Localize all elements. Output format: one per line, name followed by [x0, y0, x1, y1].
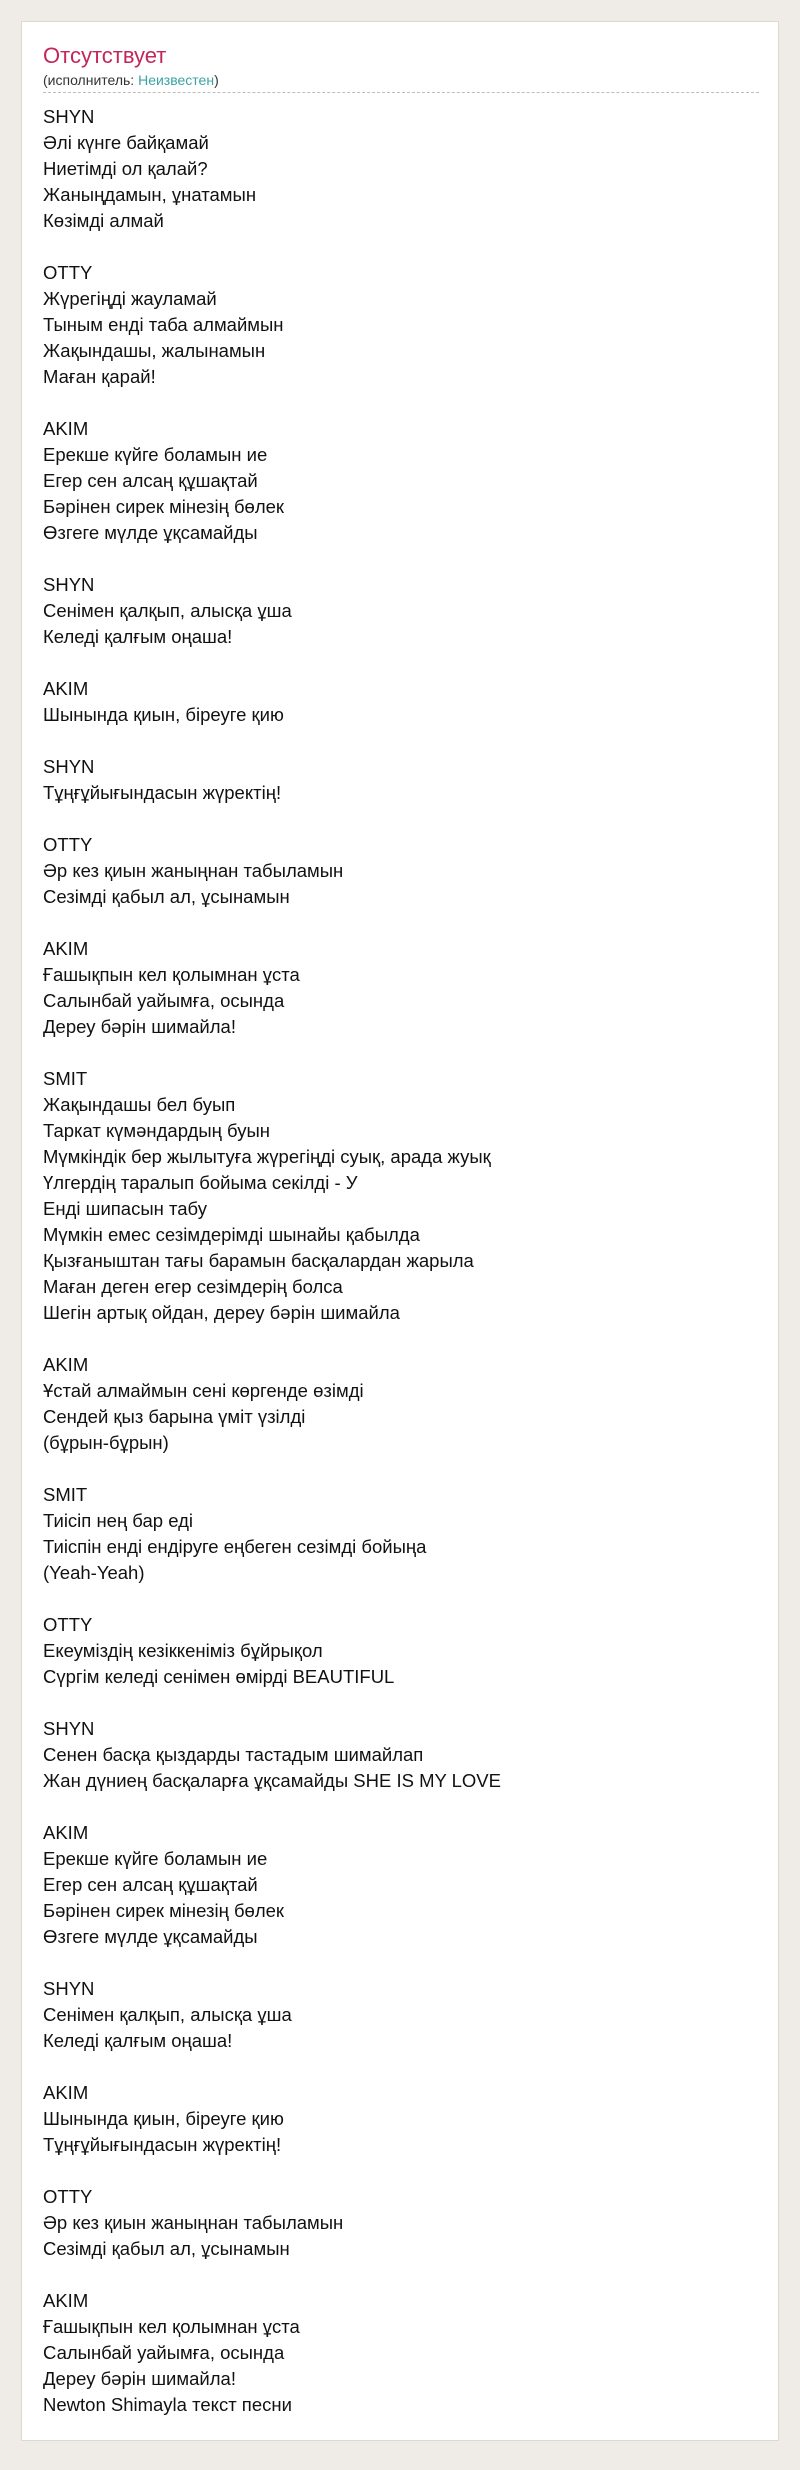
lyric-line: AKIM	[43, 938, 89, 959]
lyric-line: Салынбай уайымға, осында	[43, 990, 285, 1011]
lyric-line: Тиіспін енді ендіруге еңбеген сезімді бойыңа	[43, 1536, 427, 1557]
lyric-line: SMIT	[43, 1484, 88, 1505]
lyric-line: OTTY	[43, 2186, 93, 2207]
lyric-line: OTTY	[43, 834, 93, 855]
lyric-line: Сенімен қалқып, алысқа ұша	[43, 2004, 292, 2025]
lyric-line: Ғашықпын кел қолымнан ұста	[43, 2316, 300, 2337]
lyric-blank-line	[43, 728, 759, 754]
lyric-line: SHYN	[43, 106, 95, 127]
lyric-blank-line	[43, 2262, 759, 2288]
lyric-line: Егер сен алсаң құшақтай	[43, 470, 258, 491]
lyric-blank-line	[43, 1794, 759, 1820]
lyric-blank-line	[43, 1586, 759, 1612]
lyric-line: Шынында қиын, біреуге қию	[43, 704, 284, 725]
lyric-line: Таркат күмәндардың буын	[43, 1120, 270, 1141]
lyric-line: Newton Shimayla текст песни	[43, 2394, 292, 2415]
artist-prefix: (исполнитель:	[43, 72, 139, 88]
lyric-line: Мүмкіндік бер жылытуға жүрегіңді суық, арада жуық	[43, 1146, 491, 1167]
lyric-line: AKIM	[43, 418, 89, 439]
lyric-line: AKIM	[43, 1822, 89, 1843]
lyric-blank-line	[43, 1040, 759, 1066]
lyric-line: Бәрінен сирек мінезің бөлек	[43, 1900, 285, 1921]
lyric-line: AKIM	[43, 2290, 89, 2311]
lyric-line: Жүрегіңді жауламай	[43, 288, 217, 309]
lyric-line: Ерекше күйге боламын ие	[43, 1848, 268, 1869]
lyric-blank-line	[43, 1950, 759, 1976]
lyric-line: Жақындашы, жалынамын	[43, 340, 266, 361]
lyric-line: Тиісіп нең бар еді	[43, 1510, 193, 1531]
lyric-blank-line	[43, 1326, 759, 1352]
lyric-line: Дереу бәрін шимайла!	[43, 2368, 236, 2389]
lyric-line: Өзгеге мүлде ұқсамайды	[43, 1926, 258, 1947]
lyric-blank-line	[43, 1456, 759, 1482]
lyric-line: Сүргім келеді сенімен өмірді BEAUTIFUL	[43, 1666, 395, 1687]
lyric-line: Әлі күнге байқамай	[43, 132, 209, 153]
lyric-line: Мүмкін емес сезімдерімді шынайы қабылда	[43, 1224, 420, 1245]
lyrics-text	[43, 104, 759, 2418]
lyric-line: Тұңғұйығындасын жүректің!	[43, 2134, 282, 2155]
lyric-blank-line	[43, 1690, 759, 1716]
lyric-blank-line	[43, 910, 759, 936]
lyric-line: SMIT	[43, 1068, 88, 1089]
lyric-blank-line	[43, 806, 759, 832]
lyric-line: SHYN	[43, 574, 95, 595]
lyric-line: Жаныңдамын, ұнатамын	[43, 184, 257, 205]
lyric-line: Ниетімді ол қалай?	[43, 158, 208, 179]
lyric-line: OTTY	[43, 1614, 93, 1635]
artist-suffix: )	[214, 72, 219, 88]
lyric-line: Әр кез қиын жаныңнан табыламын	[43, 2212, 344, 2233]
lyric-line: Ерекше күйге боламын ие	[43, 444, 268, 465]
lyric-line: Келеді қалғым оңаша!	[43, 626, 233, 647]
lyric-line: Сендей қыз барына үміт үзілді	[43, 1406, 306, 1427]
lyric-line: AKIM	[43, 678, 89, 699]
lyric-blank-line	[43, 234, 759, 260]
title-divider	[43, 92, 759, 93]
lyric-blank-line	[43, 2054, 759, 2080]
lyric-blank-line	[43, 2158, 759, 2184]
lyric-line: AKIM	[43, 1354, 89, 1375]
lyric-blank-line	[43, 390, 759, 416]
lyric-line: AKIM	[43, 2082, 89, 2103]
lyric-line: Шегін артық ойдан, дереу бәрін шимайла	[43, 1302, 400, 1323]
lyric-line: Екеуміздің кезіккеніміз бұйрықол	[43, 1640, 323, 1661]
song-title: Отсутствует	[43, 43, 167, 68]
lyric-line: Сенен басқа қыздарды тастадым шимайлап	[43, 1744, 424, 1765]
lyric-line: Жан дүниең басқаларға ұқсамайды SHE IS MY LOVE	[43, 1770, 501, 1791]
lyric-line: Жақындашы бел буып	[43, 1094, 236, 1115]
lyric-line: Дереу бәрін шимайла!	[43, 1016, 236, 1037]
lyric-line: Салынбай уайымға, осында	[43, 2342, 285, 2363]
lyric-line: Маған қарай!	[43, 366, 156, 387]
lyric-line: Көзімді алмай	[43, 210, 164, 231]
lyric-line: Егер сен алсаң құшақтай	[43, 1874, 258, 1895]
lyric-line: Сезімді қабыл ал, ұсынамын	[43, 886, 290, 907]
lyric-blank-line	[43, 650, 759, 676]
lyric-line: Қызғаныштан тағы барамын басқалардан жарыла	[43, 1250, 474, 1271]
lyric-line: Өзгеге мүлде ұқсамайды	[43, 522, 258, 543]
lyric-line: Келеді қалғым оңаша!	[43, 2030, 233, 2051]
lyric-line: Маған деген егер сезімдерің болса	[43, 1276, 343, 1297]
lyric-line: (Yeah-Yeah)	[43, 1562, 145, 1583]
lyric-line: Шынында қиын, біреуге қию	[43, 2108, 284, 2129]
lyrics-card	[21, 21, 779, 2441]
lyric-line: Үлгердің таралып бойыма секілді - У	[43, 1172, 358, 1193]
lyric-line: Сезімді қабыл ал, ұсынамын	[43, 2238, 290, 2259]
lyric-line: SHYN	[43, 1718, 95, 1739]
lyric-line: Бәрінен сирек мінезің бөлек	[43, 496, 285, 517]
lyric-line: Сенімен қалқып, алысқа ұша	[43, 600, 292, 621]
lyric-line: Әр кез қиын жаныңнан табыламын	[43, 860, 344, 881]
lyric-line: SHYN	[43, 1978, 95, 1999]
artist-line	[43, 72, 219, 88]
lyric-blank-line	[43, 546, 759, 572]
artist-link[interactable]: Неизвестен	[138, 72, 215, 88]
lyric-line: Ұстай алмаймын сені көргенде өзімді	[43, 1380, 364, 1401]
lyric-line: OTTY	[43, 262, 93, 283]
lyric-line: Ғашықпын кел қолымнан ұста	[43, 964, 300, 985]
lyric-line: SHYN	[43, 756, 95, 777]
lyric-line: (бұрын-бұрын)	[43, 1432, 169, 1453]
lyric-line: Тұңғұйығындасын жүректің!	[43, 782, 282, 803]
lyric-line: Тыным енді таба алмаймын	[43, 314, 284, 335]
lyric-line: Енді шипасын табу	[43, 1198, 207, 1219]
